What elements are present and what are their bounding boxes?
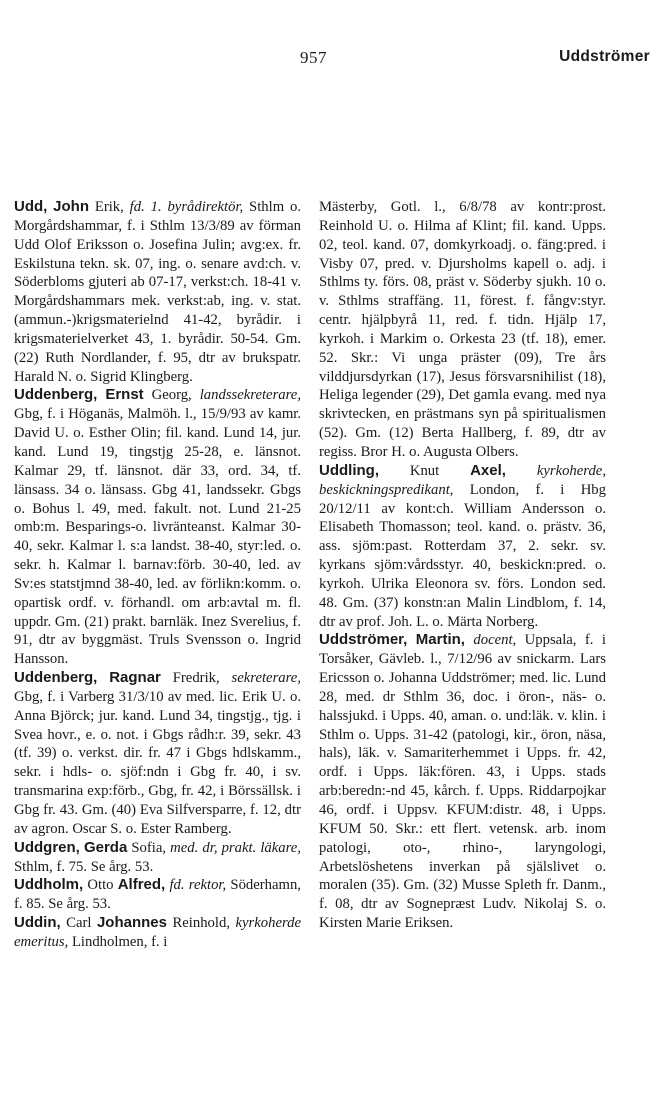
entry-surname: Uddströmer, [319, 631, 408, 649]
entry-role: fd. rektor, [169, 877, 227, 894]
entry-given: Erik, [89, 199, 124, 215]
entry-uddenberg-ragnar [14, 669, 301, 839]
entry-given: Fredrik, [160, 670, 220, 687]
entry-uddin-carl [14, 914, 301, 952]
page-number: 957 [300, 48, 327, 67]
entry-text: Gbg, f. i Höganäs, Malmöh. l., 15/9/93 av kamr. David U. o. Esther Olin; fil. kand. Lund 14, jur. kand. Lund 19, tingstjg 25-28, e. länsnot. Kalmar 29, tf. länsnot. där 33, ord. 34, tf. länsass. 34 o. länsass. Gbg 41, landssekr. Gbgs o. Bohus l. 49, med. fakult. not. Lund 21-25 omb:m. Besparings-o. livränteanst. Kalmar 30-40, sekr. Kalmar l. s:a landst. 38-40, styr:led. o. sekr. h. Kalmar l. barnav:förb. 30-40, led. av Sv:es statstjmnd 38-40, led. av förlikn:komm. o. opartisk ordf. v. förhandl. om arb:avtal m. fl. uppdr. Gm. (21) prakt. barnläk. Inez Sverelius, f. 91, dtr av byggmäst. Truls Svensson o. Ingrid Hansson. [14, 406, 301, 668]
entry-surname: Uddenberg, [14, 386, 98, 404]
entry-role: fd. 1. byrådirektör, [129, 199, 244, 215]
entry-bold-name: Martin, [415, 631, 465, 649]
running-head: Uddströmer [559, 48, 650, 65]
entry-uddgren-gerda [14, 839, 301, 877]
entry-given-bold: Johannes [96, 914, 167, 932]
entry-text: Sthlm o. Morgårdshammar, f. i Sthlm 13/3/89 av förman Udd Olof Eriksson o. Josefina Julin; avg:ex. fr. Eskilstuna tekn. sk. 07, ing. o. senare avd:ch. v. Söderbloms gjuteri ab 07-17, verkst:ch. 18-41 v. Morgårdshammars mek. verkst:ab, ing. v. stat. (ammun.-)krigsmaterielnd 41-42, byrådir. i krigsmaterielverket 43, 1. byrådir. 50-54. Gm. (22) Ruth Nordlander, f. 95, dtr av brukspatr. Harald N. o. Sigrid Klingberg. [14, 199, 301, 385]
entry-uddling-knut [319, 462, 606, 632]
entry-given-after: Reinhold, [166, 915, 230, 932]
entry-bold-name: Ernst [105, 386, 144, 404]
entry-surname: Uddenberg, [14, 669, 98, 687]
left-column [14, 198, 301, 952]
right-column [319, 198, 606, 933]
entry-role: med. dr, prakt. läkare, [170, 839, 301, 856]
entry-surname: Uddin, [14, 914, 61, 932]
entry-uddstromer-martin [319, 631, 606, 933]
entry-role: kyrkoherde, beskickningspredikant, [319, 462, 606, 498]
entry-text: Lindholmen, f. i [68, 933, 168, 950]
entry-given: Sofia, [127, 839, 167, 856]
entry-given: Carl [60, 915, 97, 932]
entry-uddenberg-ernst [14, 386, 301, 669]
entry-given: Otto [83, 877, 118, 894]
entry-given: Knut [379, 462, 471, 479]
entry-role: landssekreterare, [199, 387, 301, 404]
entry-surname: Uddling, [319, 461, 379, 479]
entry-bold-name: Ragnar [109, 669, 161, 687]
entry-surname: Uddholm, [14, 876, 84, 894]
entry-text: Uppsala, f. i Torsåker, Gävleb. l., 7/12/96 av snickarm. Lars Ericsson o. Johanna Uddströmer; med. lic. Lund 28, med. dr Sthlm 36, doc. i öron-, näs- o. halssjukd. i Upps. 40, aman. o. und:läk. v. klin. i Sthlm o. Upps. 31-42 (patologi, kir., öron, näsa, hals), läk. v. Samariterhemmet i Upps. fr. 42, ordf. i Upps. läk:fören. 43, i Upps. stads arb:beredn:-nd 45, kårch. f. Upps. Riddarpojkar 46, ordf. i Uppsv. KFUM:distr. 48, i Upps. KFUM 50. Skr.: ett flert. vetensk. arb. inom patologi, oto-, rhino-, laryngologi, Arbetslöshetens inverkan på själslivet o. moralen (35). Gm. (32) Musse Spleth fr. Danm., f. 08, dtr av Sognepræst Ludv. Nikolaj S. o. Kirsten Marie Eriksen. [319, 632, 606, 932]
entry-surname: Udd, [14, 198, 48, 215]
entry-given-bold: Alfred, [117, 876, 166, 894]
entry-uddin-continuation: Mästerby, Gotl. l., 6/8/78 av kontr:prost. Reinhold U. o. Hilma af Klint; fil. kand. Upps. 02, teol. kand. 07, domkyrkoadj. o. fäng:pred. i Visby 07, pred. v. Djursholms kapell o. adj. i Sthlms ty. förs. 08, präst v. Söderby sjukh. 10 o. v. Sthlms straffäng. 11, förest. f. fångv:styr. centr. hjälpbyrå 11, red. f. tidn. Hjälp 17, kyrkoh. i Markim o. Orkesta 23 (tf. 18), emer. 52. Skr.: Vi unga präster (09), Tre års vilddjursdyrkan (17), Jesus försvarsnihilist (18), Heliga legender (29), Det gamla evang. med nya skrivtecken, en prästmans syn på spiritualismen (52). Gm. (12) Berta Hallberg, f. 89, dtr av regiss. Bror H. o. Augusta Olbers. [319, 199, 606, 460]
entry-text: Sthlm, f. 75. Se årg. 53. [14, 858, 154, 875]
entry-text: Söderhamn, f. 85. Se årg. 53. [14, 877, 301, 913]
entry-given-bold: Axel, [470, 461, 506, 479]
entry-role: docent, [473, 632, 517, 649]
entry-text: London, f. i Hbg 20/12/11 av kont:ch. William Andersson o. Elisabeth Thomasson; teol. kand. o. prästv. 36, ass. sjöm:past. Rotterdam 37, 2. sekr. sv. kyrkans sjöm:vårdsstyr. 40, beskickn:pred. o. kyrkoh. Ulrika Eleonora sv. förs. London sed. 48. Gm. (37) konstn:an Malin Lindblom, f. 14, dtr av prof. Joh. L. o. Märta Norberg. [319, 481, 606, 630]
entry-bold-name: John [53, 198, 90, 215]
entry-given: Georg, [143, 387, 192, 404]
entry-text: Gbg, f. i Varberg 31/3/10 av med. lic. Erik U. o. Anna Björck; jur. kand. Lund 34, tingstjg., tjg. i Svea hovr., e. o. not. i Gbgs rådh:r. 39, sekr. 43 (tf. 39) o. verkst. dir. fr. 47 i Gbgs hdlskamm., sekr. i hdls- o. sjöf:ndn i Gbg fr. 40, i sv. transmarina exp:förb., Gbg, fr. 42, i Börssällsk. i Gbg fr. 43. Gm. (40) Eva Silfversparre, f. 12, dtr av agron. Oscar S. o. Ester Ramberg. [14, 688, 301, 837]
entry-bold-name: Gerda [83, 838, 128, 856]
entry-surname: Uddgren, [14, 838, 80, 856]
entry-uddholm-otto [14, 876, 301, 914]
entry-udd-john [14, 198, 301, 386]
entry-role: sekreterare, [231, 670, 301, 687]
entry-role: kyrkoherde emeritus, [14, 915, 302, 950]
